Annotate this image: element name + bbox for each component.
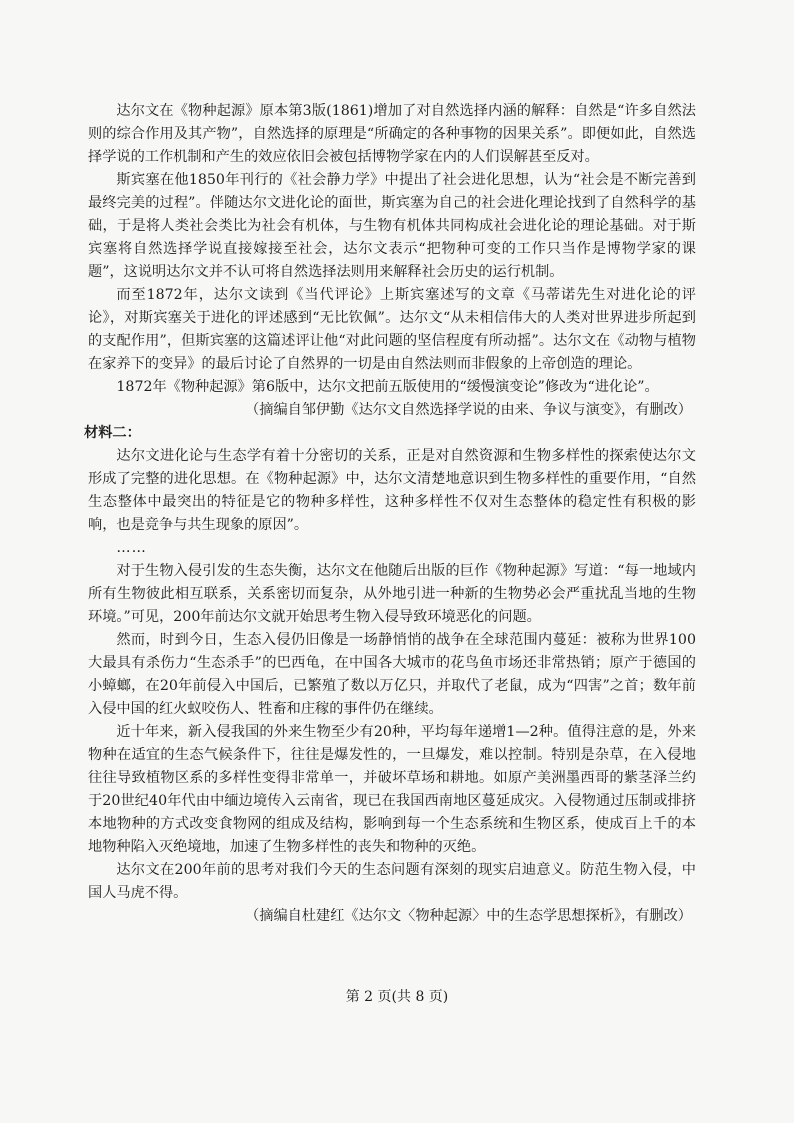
section-heading-material-2: 材料二： [84, 425, 141, 441]
paragraph-8: 近十年来，新入侵我国的外来生物至少有20种，平均每年递增1—2种。值得注意的是，外来物种在适宜的生态气候条件下，往往是爆发性的，一旦爆发，难以控制。特别是杂草，在入侵地往往导致植物区系的多样性变得非常单一，并破坏草场和耕地。如原产美洲墨西哥的紫茎泽兰约于20世纪40年代由中缅边境传入云南省，现已在我国西南地区蔓延成灾。入侵物通过压制或排挤本地物种的方式改变食物网的组成及结构，影响到每一个生态系统和生物区系，使成百上千的本地物种陷入灭绝境地，加速了生物多样性的丧失和物种的灭绝。 [88, 724, 696, 855]
source-citation-1: （摘编自邹伊勤《达尔文自然选择学说的由来、争议与演变》，有删改） [245, 402, 692, 418]
paragraph-7: 然而，时到今日，生态入侵仍旧像是一场静悄悄的战争在全球范围内蔓延：被称为世界100大最具有杀伤力“生态杀手”的巴西龟，在中国各大城市的花鸟鱼市场还非常热销；原产于德国的小蟑螂，在20年前侵入中国后，已繁殖了数以万亿只，并取代了老鼠，成为“四害”之首；数年前入侵中国的红火蚁咬伤人、牲畜和庄稼的事件仍在继续。 [88, 632, 696, 717]
document-body [84, 100, 696, 928]
source-citation-2: （摘编自杜建红《达尔文〈物种起源〉中的生态学思想探析》，有删改） [245, 908, 692, 924]
ellipsis: …… [116, 540, 147, 556]
paragraph-1: 达尔文在《物种起源》原本第3版(1861)增加了对自然选择内涵的解释：自然是“许多自然法则的综合作用及其产物”，自然选择的原理是“所确定的各种事物的因果关系”。即便如此，自然选择学说的工作机制和产生的效应依旧会被包括博物学家在内的人们误解甚至反对。 [88, 103, 696, 165]
paragraph-4: 1872年《物种起源》第6版中，达尔文把前五版使用的“缓慢演变论”修改为“进化论”。 [116, 379, 659, 395]
page-number: 第 2 页(共 8 页) [345, 989, 449, 1005]
paragraph-5: 达尔文进化论与生态学有着十分密切的关系，正是对自然资源和生物多样性的探索使达尔文形成了完整的进化思想。在《物种起源》中，达尔文清楚地意识到生物多样性的重要作用，“自然生态整体中最突出的特征是它的物种多样性，这种多样性不仅对生态整体的稳定性有积极的影响，也是竞争与共生现象的原因”。 [88, 448, 696, 533]
paragraph-2: 斯宾塞在他1850年刊行的《社会静力学》中提出了社会进化思想，认为“社会是不断完善到最终完美的过程”。伴随达尔文进化论的面世，斯宾塞为自己的社会进化理论找到了自然科学的基础，于是将人类社会类比为社会有机体，与生物有机体共同构成社会进化论的理论基础。对于斯宾塞将自然选择学说直接嫁接至社会，达尔文表示“把物种可变的工作只当作是博物学家的课题”，这说明达尔文并不认可将自然选择法则用来解释社会历史的运行机制。 [88, 172, 696, 280]
paragraph-3: 而至1872年，达尔文读到《当代评论》上斯宾塞述写的文章《马蒂诺先生对进化论的评论》，对斯宾塞关于进化的评述感到“无比钦佩”。达尔文“从未相信伟大的人类对世界进步所起到的支配作用”，但斯宾塞的这篇述评让他“对此问题的坚信程度有所动摇”。达尔文在《动物与植物在家养下的变异》的最后讨论了自然界的一切是由自然法则而非假象的上帝创造的理论。 [88, 287, 696, 372]
paragraph-9: 达尔文在200年前的思考对我们今天的生态问题有深刻的现实启迪意义。防范生物入侵，中国人马虎不得。 [88, 862, 696, 901]
paragraph-6: 对于生物入侵引发的生态失衡，达尔文在他随后出版的巨作《物种起源》写道：“每一地域内所有生物彼此相互联系，关系密切而复杂，从外地引进一种新的生物势必会严重扰乱当地的生物环境。”可见，200年前达尔文就开始思考生物入侵导致环境恶化的问题。 [88, 563, 696, 625]
